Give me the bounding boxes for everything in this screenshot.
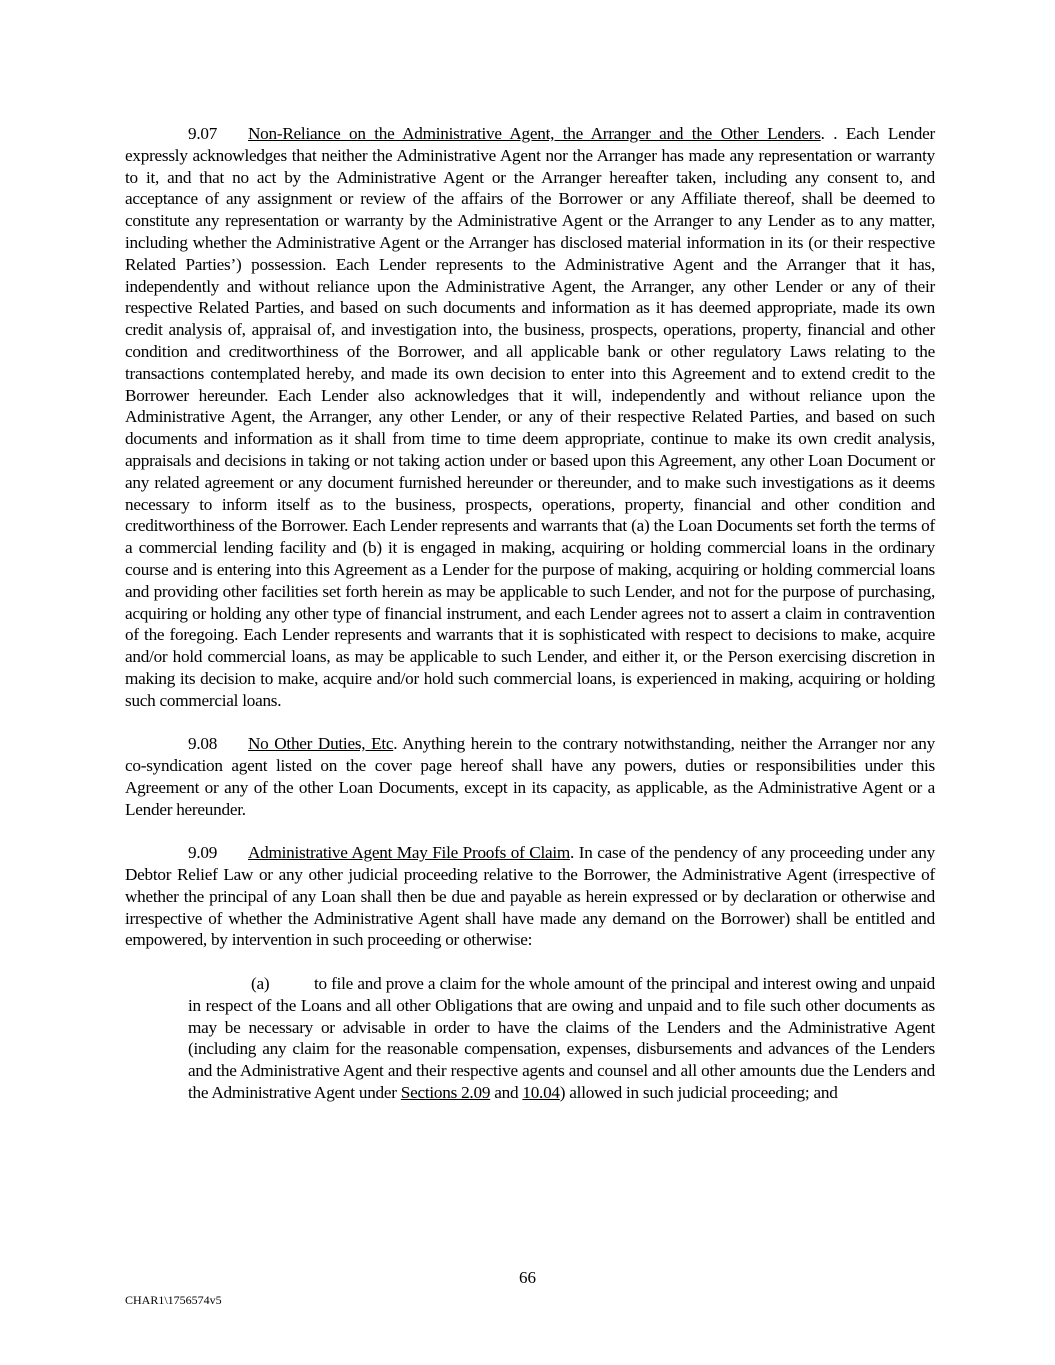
section-body: Each Lender expressly acknowledges that neither the Administrative Agent nor the Arranger has made any representation or warranty to it, and that no act by the Administrative Agent or the Arranger hereafter taken, including any consent to, and acceptance of any assignment or review of the affairs of the Borrower or any Affiliate thereof, shall be deemed to constitute any representation or warranty by the Administrative Agent or the Arranger to any Lender as to any matter, including whether the Administrative Agent or the Arranger has disclosed material information in its (or their respective Related Parties’) possession. Each Lender represents to the Administrative Agent and the Arranger that it has, independently and without reliance upon the Administrative Agent, the Arranger, any other Lender or any of their respective Related Parties, and based on such documents and information as it has deemed appropriate, made its own credit analysis of, appraisal of, and investigation into, the business, prospects, operations, property, financial and other condition and creditworthiness of the Borrower, and all applicable bank or other regulatory Laws relating to the transactions contemplated hereby, and made its own decision to enter into this Agreement and to extend credit to the Borrower hereunder. Each Lender also acknowledges that it will, independently and without reliance upon the Administrative Agent, the Arranger, any other Lender, or any of their respective Related Parties, and based on such documents and information as it shall from time to time deem appropriate, continue to make its own credit analysis, appraisals and decisions in taking or not taking action under or based upon this Agreement, any other Loan Document or any related agreement or any document furnished hereunder or thereunder, and to make such investigations as it deems necessary to inform itself as to the business, prospects, operations, property, financial and other condition and creditworthiness of the Borrower. Each Lender represents and warrants that (a) the Loan Documents set forth the terms of a commercial lending facility and (b) it is engaged in making, acquiring or holding commercial loans in the ordinary course and is entering into this Agreement as a Lender for the purpose of making, acquiring or holding commercial loans and providing other facilities set forth herein as may be applicable to such Lender, and not for the purpose of purchasing, acquiring or holding any other type of financial instrument, and each Lender agrees not to assert a claim in contravention of the foregoing. Each Lender represents and warrants that it is sophisticated with respect to decisions to make, acquire and/or hold commercial loans, as may be applicable to such Lender, and either it, or the Person exercising discretion in making its decision to make, acquire and/or hold such commercial loans, is experienced in making, acquiring or holding such commercial loans. [125,124,936,710]
section-title-punctuation: . . [820,124,838,143]
page-number: 66 [519,1268,536,1287]
clause-body: to file and prove a claim for the whole amount of the principal and interest owing and unpaid in respect of the Loans and all other Obligations that are owing and unpaid and to file such other documents as may be necessary or advisable in order to have the claims of the Lenders and the Administrative Agent (including any claim for the reasonable compensation, expenses, disbursements and advances of the Lenders and the Administrative Agent and their respective agents and counsel and all other amounts due the Lenders and the Administrative Agent under [188,974,935,1103]
section-reference-link: 10.04 [522,1083,560,1103]
clause-label: (a) [251,974,270,994]
section-9-07 [125,123,935,712]
section-title: Non-Reliance on the Administrative Agent, the Arranger and the Other Lenders [248,124,821,143]
section-9-08 [125,733,935,820]
section-body: . In case of the pendency of any proceeding under any Debtor Relief Law or any other judicial proceeding relative to the Borrower, the Administrative Agent (irrespective of whether the principal of any Loan shall then be due and payable as herein expressed or by declaration or otherwise and irrespective of whether the Administrative Agent shall have made any demand on the Borrower) shall be entitled and empowered, by intervention in such proceeding or otherwise: [125,843,935,950]
section-body: . Anything herein to the contrary notwithstanding, neither the Arranger nor any co-syndication agent listed on the cover page hereof shall have any powers, duties or responsibilities under this Agreement or any of the other Loan Documents, except in its capacity, as applicable, as the Administrative Agent or a Lender hereunder. [125,734,935,819]
document-id: CHAR1\1756574v5 [125,1293,222,1307]
clause-9-09-a [188,973,935,1104]
section-number: 9.08 [188,734,218,754]
clause-end: ) allowed in such judicial proceeding; and [559,1083,838,1103]
section-reference-link: Sections 2.09 [400,1083,491,1103]
section-number: 9.07 [188,124,218,143]
section-9-09 [125,842,935,951]
document-page [125,123,935,1104]
section-title: No Other Duties, Etc [248,734,394,754]
section-title: Administrative Agent May File Proofs of Claim [248,843,571,863]
clause-connector: and [490,1083,523,1103]
section-number: 9.09 [188,843,218,863]
